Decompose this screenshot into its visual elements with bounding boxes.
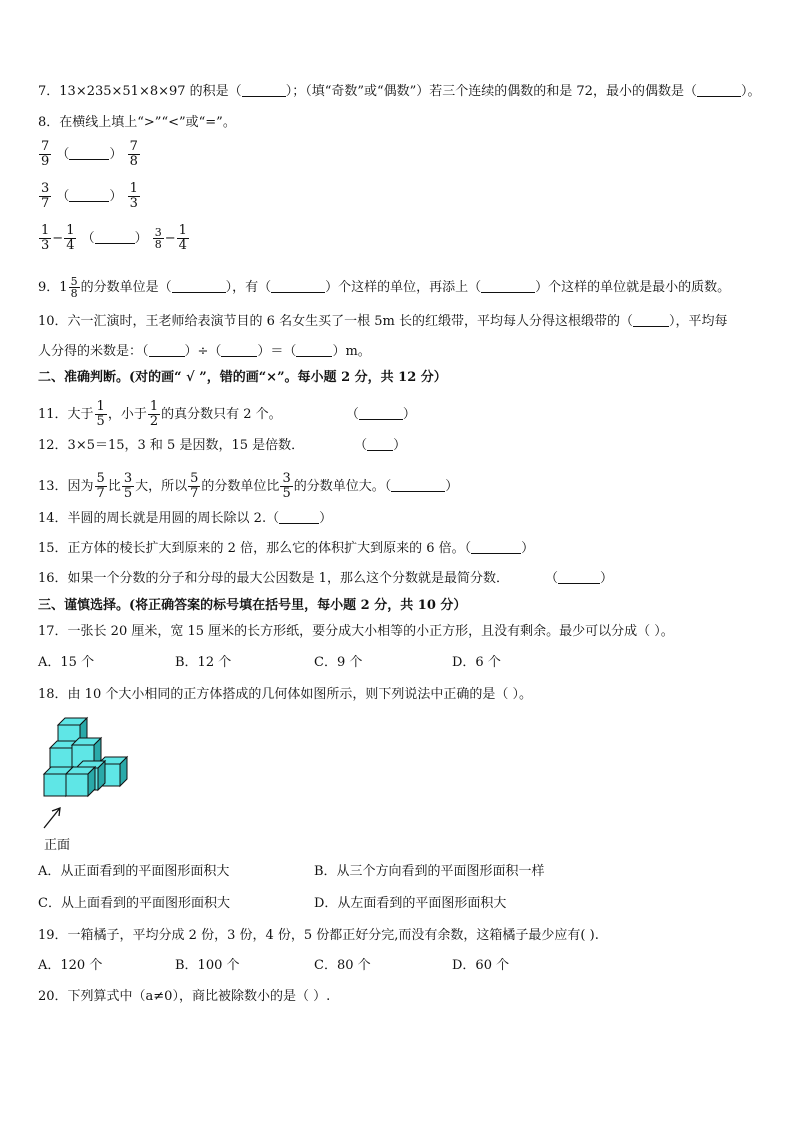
fraction: $\frac{7}{9}$	[41, 139, 50, 169]
answer-blank[interactable]	[242, 84, 286, 97]
q19-option-d[interactable]: D．60 个	[452, 958, 510, 973]
answer-blank[interactable]	[367, 438, 393, 451]
fraction: $\frac{1}{3}$	[41, 223, 50, 253]
answer-blank[interactable]	[149, 344, 185, 357]
fraction: $\frac{5}{7}$	[190, 471, 199, 501]
q17-option-a[interactable]: A．15 个	[38, 655, 95, 670]
answer-blank[interactable]	[172, 280, 226, 293]
fraction: $\frac{1}{5}$	[96, 399, 105, 429]
question-13: 13．因为 $\frac{5}{7}$ 比 $\frac{3}{5}$ 大，所以 $\frac{5}{7}$ 的分数单位比 $\frac{3}{5}$ 的分数单位大。（ ）	[38, 471, 459, 501]
fraction: $\frac{3}{7}$	[41, 181, 50, 211]
fraction: $\frac{7}{8}$	[129, 139, 138, 169]
q18-option-d[interactable]: D．从左面看到的平面图形面积大	[314, 896, 507, 911]
fraction: $\frac{1}{2}$	[149, 399, 159, 429]
question-20: 20．下列算式中（a≠0），商比被除数小的是（ ）.	[38, 989, 331, 1004]
answer-blank[interactable]	[296, 344, 332, 357]
cube-group	[44, 718, 127, 796]
question-18: 18．由 10 个大小相同的正方体搭成的几何体如图所示，则下列说法中正确的是（ ）。	[38, 687, 532, 702]
answer-blank[interactable]	[481, 280, 535, 293]
section-2-heading: 二、准确判断。(对的画“ √ ”，错的画“×”。每小题 2 分，共 12 分）	[38, 370, 447, 385]
cube-stack-figure	[38, 712, 138, 834]
question-7: 7．13×235×51×8×97 的积是（ ）；（填“奇数”或“偶数”）若三个连续的偶数的和是 72，最小的偶数是（ ）。	[38, 84, 761, 99]
question-17: 17．一张长 20 厘米，宽 15 厘米的长方形纸，要分成大小相等的小正方形，且没有剩余。最少可以分成（ ）。	[38, 624, 674, 639]
q8-row-2: $\frac{3}{7}$ （ ） $\frac{1}{3}$	[41, 181, 138, 211]
answer-blank[interactable]	[95, 231, 135, 244]
answer-blank[interactable]	[279, 511, 319, 524]
q19-option-c[interactable]: C．80 个	[314, 958, 371, 973]
question-10-line-2: 人分得的米数是：（ ）÷（ ）＝（ ）m。	[38, 344, 371, 359]
question-14: 14．半圆的周长就是用圆的周长除以 2.（ ）	[38, 511, 333, 526]
question-12: 12．3×5＝15，3 和 5 是因数，15 是倍数． （ ）	[38, 438, 407, 453]
answer-blank[interactable]	[391, 479, 445, 492]
question-16: 16．如果一个分数的分子和分母的最大公因数是 1，那么这个分数就是最简分数． （ ）	[38, 571, 613, 586]
section-3-heading: 三、谨慎选择。(将正确答案的标号填在括号里，每小题 2 分，共 10 分）	[38, 598, 467, 613]
front-view-label: 正面	[44, 838, 71, 853]
q8-row-3: $\frac{1}{3}$ − $\frac{1}{4}$ （ ） $\frac{3}{8}$ − $\frac{1}{4}$	[41, 223, 187, 253]
answer-blank[interactable]	[69, 147, 109, 160]
q19-option-a[interactable]: A．120 个	[38, 958, 103, 973]
q8-row-1: $\frac{7}{9}$ （ ） $\frac{7}{8}$	[41, 139, 138, 169]
answer-blank[interactable]	[558, 571, 600, 584]
fraction: $\frac{1}{4}$	[66, 223, 75, 253]
fraction: $\frac{3}{5}$	[123, 471, 133, 501]
answer-blank[interactable]	[697, 84, 741, 97]
q17-option-c[interactable]: C．9 个	[314, 655, 363, 670]
fraction: $\frac{3}{5}$	[282, 471, 291, 501]
answer-blank[interactable]	[359, 407, 403, 420]
answer-blank[interactable]	[69, 189, 109, 202]
fraction: $\frac{5}{7}$	[96, 471, 105, 501]
fraction: $\frac{5}{8}$	[70, 275, 78, 300]
question-19: 19．一箱橘子，平均分成 2 份，3 份，4 份，5 份都正好分完,而没有余数，这箱橘子最少应有( ).	[38, 928, 599, 943]
fraction: $\frac{3}{8}$	[154, 226, 162, 251]
fraction: $\frac{1}{4}$	[178, 223, 187, 253]
cube	[66, 767, 95, 796]
question-11: 11．大于 $\frac{1}{5}$ ，小于 $\frac{1}{2}$ 的真分数只有 2 个。 （ ）	[38, 399, 416, 429]
question-8-title: 8．在横线上填上“>”“<”或“=”。	[38, 115, 236, 130]
q19-option-b[interactable]: B．100 个	[175, 958, 240, 973]
q17-option-d[interactable]: D．6 个	[452, 655, 501, 670]
answer-blank[interactable]	[471, 541, 521, 554]
q17-option-b[interactable]: B．12 个	[175, 655, 232, 670]
question-15: 15．正方体的棱长扩大到原来的 2 倍，那么它的体积扩大到原来的 6 倍。（ ）	[38, 541, 535, 556]
answer-blank[interactable]	[221, 344, 257, 357]
q18-option-b[interactable]: B．从三个方向看到的平面图形面积一样	[314, 864, 545, 879]
question-9: 9．1 $\frac{5}{8}$ 的分数单位是（ ），有（ ）个这样的单位，再添上（ ）个这样的单位就是最小的质数。	[38, 275, 731, 300]
q18-option-a[interactable]: A．从正面看到的平面图形面积大	[38, 864, 230, 879]
answer-blank[interactable]	[271, 280, 325, 293]
q18-option-c[interactable]: C．从上面看到的平面图形面积大	[38, 896, 230, 911]
answer-blank[interactable]	[633, 314, 669, 327]
fraction: $\frac{1}{3}$	[129, 181, 138, 211]
question-10-line-1: 10．六一汇演时，王老师给表演节目的 6 名女生买了一根 5m 长的红缎带，平均每人分得这根缎带的（ ），平均每	[38, 314, 728, 329]
